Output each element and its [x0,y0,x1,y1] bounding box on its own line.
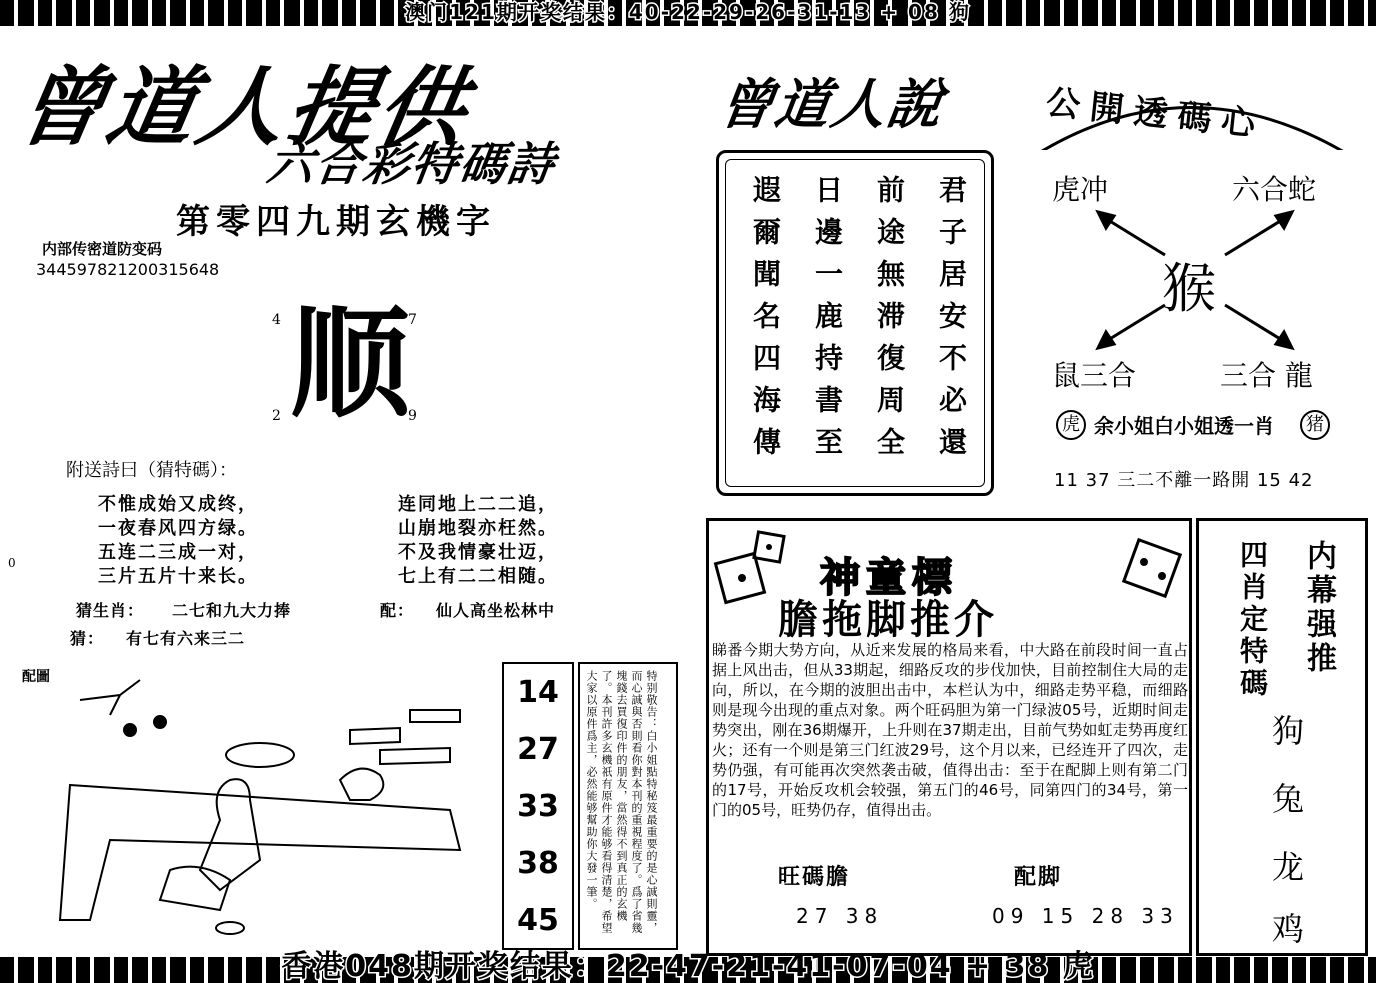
poem-left-line: 不惟成始又成终， [98,494,258,515]
numbers-box [502,662,574,950]
hint-zodiac: 二七和九大力捧 [172,601,292,620]
poem-right-line: 连同地上二二追， [398,494,558,515]
hint-guess: 有七有六来三二 [126,629,246,648]
saying-box [716,150,994,496]
number-item: 45 [517,903,559,938]
main-title: 曾道人提供 [9,58,478,158]
match-numbers: 09 15 28 33 [992,904,1179,928]
corner-number-br: 9 [408,408,417,424]
number-item: 27 [517,732,559,767]
poem-right-line: 山崩地裂亦枉然。 [398,518,558,539]
poem-right-line: 不及我情豪壮迈， [398,542,558,563]
number-item: 38 [517,846,559,881]
zodiac-top-right: 六合蛇 [1232,173,1317,206]
dice-right-icon [1120,532,1190,612]
zodiac-bottom-left: 鼠三合 [1052,359,1137,392]
corner-number-tl: 4 [272,312,281,328]
side-animal: 鸡 [1272,910,1305,948]
zodiac-banner: 公開透碼心 [1044,82,1268,146]
code-number: 34459782120031564​8 [36,260,220,279]
zodiac-circle-left: 虎 [1056,410,1086,440]
side-panel-title: 四肖定特碼 [1236,540,1269,700]
hot-numbers: 27 38 [796,904,884,928]
inner-code-label: 内部传密道防变码 [42,240,163,258]
saying-column: 君子居安不必還 [935,175,968,469]
poem-left-line: 五连二三成一对， [98,542,258,563]
zodiac-middle-text: 余小姐白小姐透一肖 [1094,414,1274,438]
side-animal: 龙 [1272,848,1305,886]
zodiac-arrows [1080,200,1310,360]
notice-box [578,662,678,950]
hint-match-label: 配： [380,601,415,620]
saying-title: 曾道人說 [715,72,949,136]
scholar-illustration [50,670,480,940]
article-body: 睇番今期大势方向，从近来发展的格局来看，中大路在前段时间一直占据上风出击，但从33期起，细路反攻的步伐加快，目前控制住大局的走向，所以，在今期的波胆出击中，本栏认为中，细路走势平稳，而细路则是现今出现的重点对象。两个旺码胆为第一门绿波05号，近期时间走势突出，刚在36期爆开，上升则在37期走出，目前气势如虹走势再度红火；还有一个则是第三门红波29号，这个月以来，已经连开了四次，走势仍强，有可能再次突然袭击破，值得出击：至于在配脚上则有第二门的17号，开始反攻机会较强，第五门的46号，同第四门的34号，第一门的05号，旺势仍存，值得出击。 [712,641,1188,819]
bottom-results-banner: 香港048期开奖结果：22-47-21-41-07-04 + 38 虎 [281,949,1095,983]
saying-column: 日邊一鹿持書至 [811,175,844,469]
zodiac-top-left: 虎冲 [1052,173,1109,206]
hint-zodiac-label: 猜生肖： [76,601,145,620]
zodiac-bottom-line: 11 37 三二不離一路開 15 42 [1054,470,1314,491]
corner-number-bl: 2 [272,408,281,424]
poem-left-line: 三片五片十来长。 [98,566,258,587]
zodiac-bottom-right: 三合 龍 [1220,359,1313,392]
zodiac-center: 猴 [1162,257,1216,320]
saying-column: 遐爾聞名四海傳 [749,175,782,469]
article-headline: 膽拖脚推介 [778,597,998,643]
match-label: 配脚 [1014,865,1063,890]
poem-left-line: 一夜春风四方绿。 [98,518,258,539]
sub-title: 六合彩特碼詩 [263,137,560,191]
issue-title: 第零四九期玄機字 [176,202,496,242]
saying-column: 前途無滞復周全 [873,175,906,469]
hot-number-label: 旺碼膽 [778,865,851,890]
hint-match: 仙人高坐松林中 [436,601,556,620]
notice-text: 特别敬告：白小姐點特秘笈最重要的是心誠則靈，而心誠與否則看你對本刊的重視程度了。爲了省幾塊錢去買復印件的朋友，當然得不到真正的玄機了。本刊許多玄機祇有原件才能够看得清楚，希望大家以原件爲主，必然能够幫助你大發一筆。 [585,670,658,934]
side-animal: 兔 [1272,780,1305,818]
zodiac-circle-right: 猪 [1300,410,1330,440]
poem-right-line: 七上有二二相随。 [398,566,558,587]
illustration-label: 配圖 [22,669,50,685]
secret-character: 顺 [290,295,410,434]
top-results-banner: 澳门121期开奖结果：40-22-29-26-31-13 + 08 狗 [405,0,971,24]
number-item: 14 [517,675,559,710]
article-brand: 神童標 [820,555,958,601]
side-animal: 狗 [1272,712,1305,750]
side-panel-subtitle: 内幕强推 [1301,540,1336,676]
number-item: 33 [517,789,559,824]
side-mark: 0 [8,556,16,570]
corner-number-tr: 7 [408,312,417,328]
poem-heading: 附送詩曰（猜特碼）： [66,460,237,481]
hint-guess-label: 猜： [70,629,105,648]
